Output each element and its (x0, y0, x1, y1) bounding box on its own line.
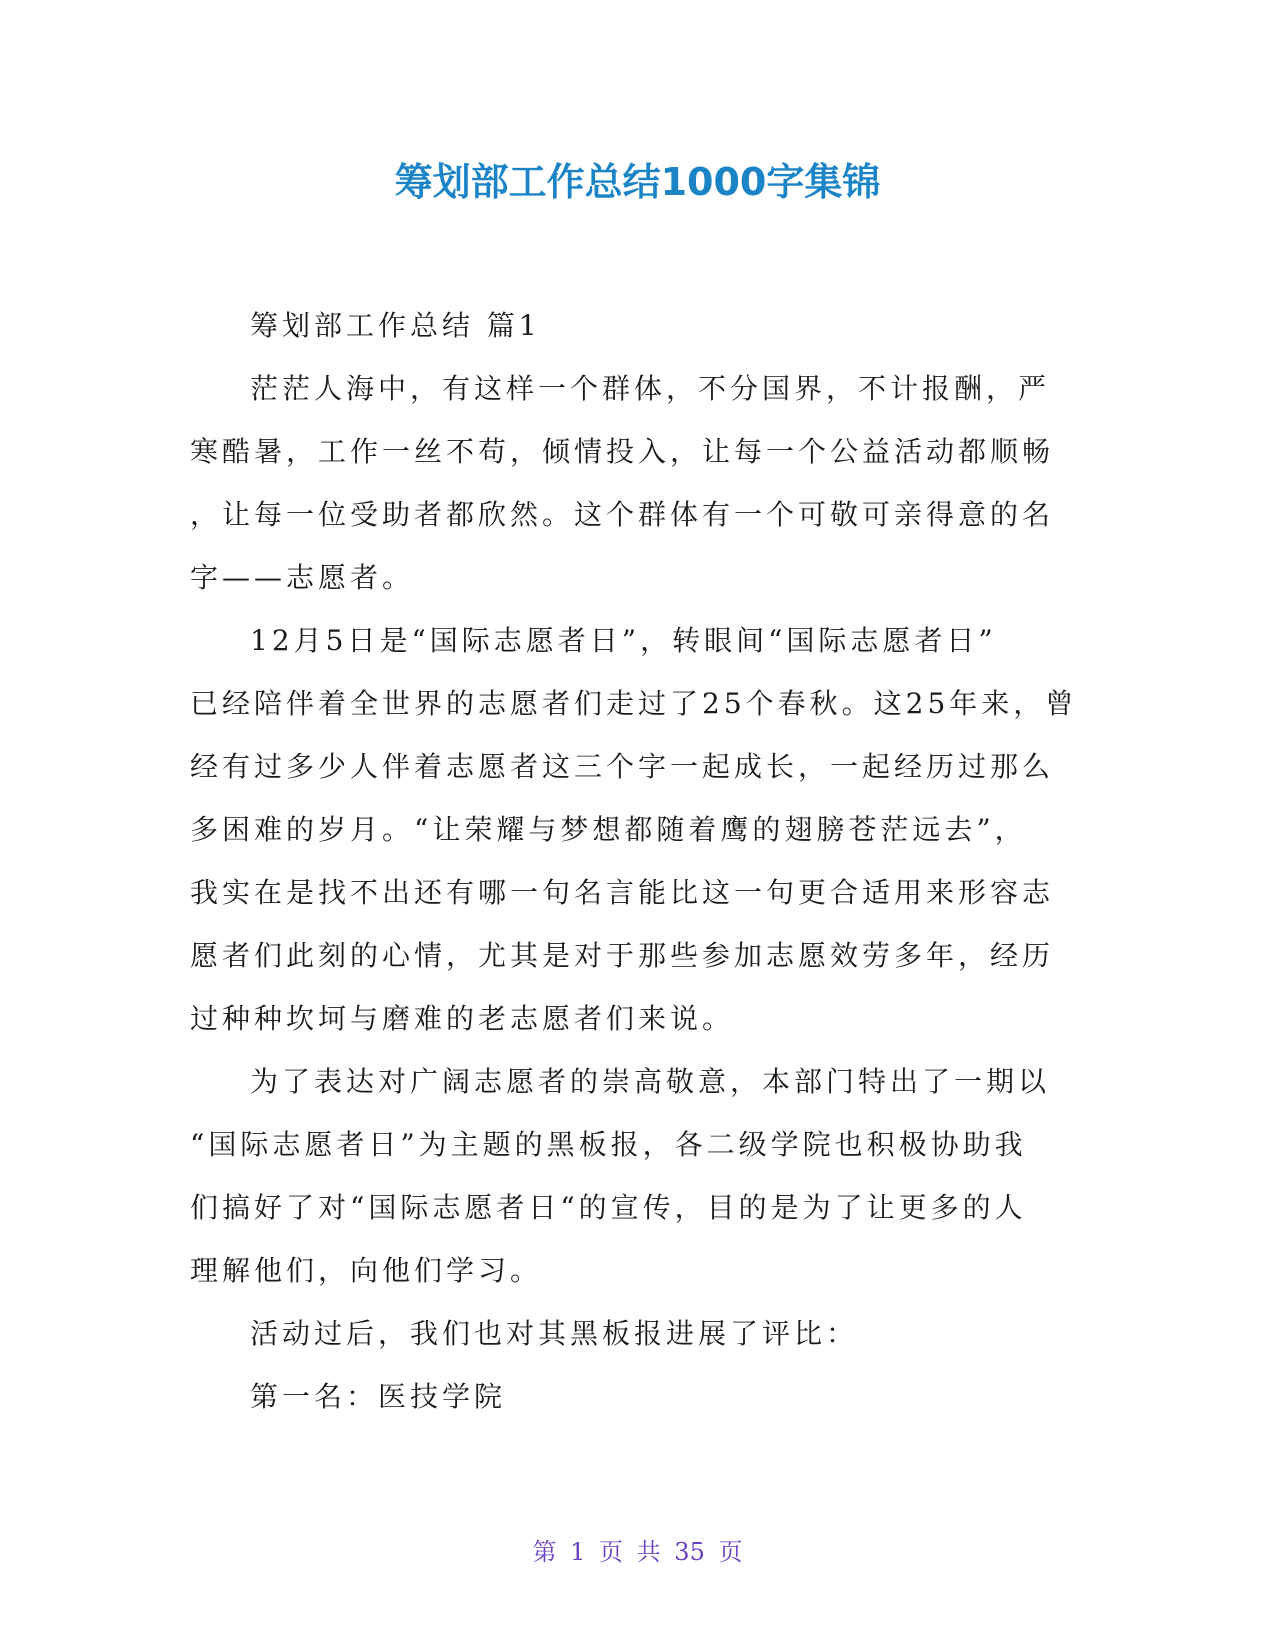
body-text-line: 经有过多少人伴着志愿者这三个字一起成长，一起经历过那么 (190, 750, 1055, 783)
body-text-line: 活动过后，我们也对其黑板报进展了评比： (250, 1317, 859, 1350)
body-text-line: 们搞好了对“国际志愿者日“的宣传，目的是为了让更多的人 (190, 1191, 1027, 1224)
body-text-line: 寒酷暑，工作一丝不苟，倾情投入，让每一个公益活动都顺畅 (190, 435, 1055, 468)
page-footer: 第 1 页 共 35 页 (532, 1538, 743, 1566)
body-text-line: ，让每一位受助者都欣然。这个群体有一个可敬可亲得意的名 (190, 498, 1055, 531)
body-text-line: “国际志愿者日”为主题的黑板报，各二级学院也积极协助我 (190, 1128, 1027, 1161)
body-text-line: 多困难的岁月。“让荣耀与梦想都随着鹰的翅膀苍茫远去”， (190, 813, 1027, 846)
body-text-line: 筹划部工作总结 篇1 (250, 309, 541, 342)
document-title: 筹划部工作总结1000字集锦 (394, 160, 881, 204)
body-text-line: 愿者们此刻的心情，尤其是对于那些参加志愿效劳多年，经历 (190, 939, 1055, 972)
document-body (190, 294, 1082, 1428)
body-text-line: 字——志愿者。 (190, 561, 415, 594)
body-text-line: 理解他们，向他们学习。 (190, 1254, 543, 1287)
body-text-line: 我实在是找不出还有哪一句名言能比这一句更合适用来形容志 (190, 876, 1055, 909)
body-text-line: 12月5日是“国际志愿者日”，转眼间“国际志愿者日” (250, 624, 997, 657)
body-text-line: 过种种坎坷与磨难的老志愿者们来说。 (190, 1002, 735, 1035)
body-text-line: 第一名：医技学院 (250, 1380, 507, 1413)
body-text-line: 茫茫人海中，有这样一个群体，不分国界，不计报酬，严 (250, 372, 1051, 405)
body-text-line: 为了表达对广阔志愿者的崇高敬意，本部门特出了一期以 (250, 1065, 1051, 1098)
body-text-line: 已经陪伴着全世界的志愿者们走过了25个春秋。这25年来，曾 (190, 687, 1078, 720)
